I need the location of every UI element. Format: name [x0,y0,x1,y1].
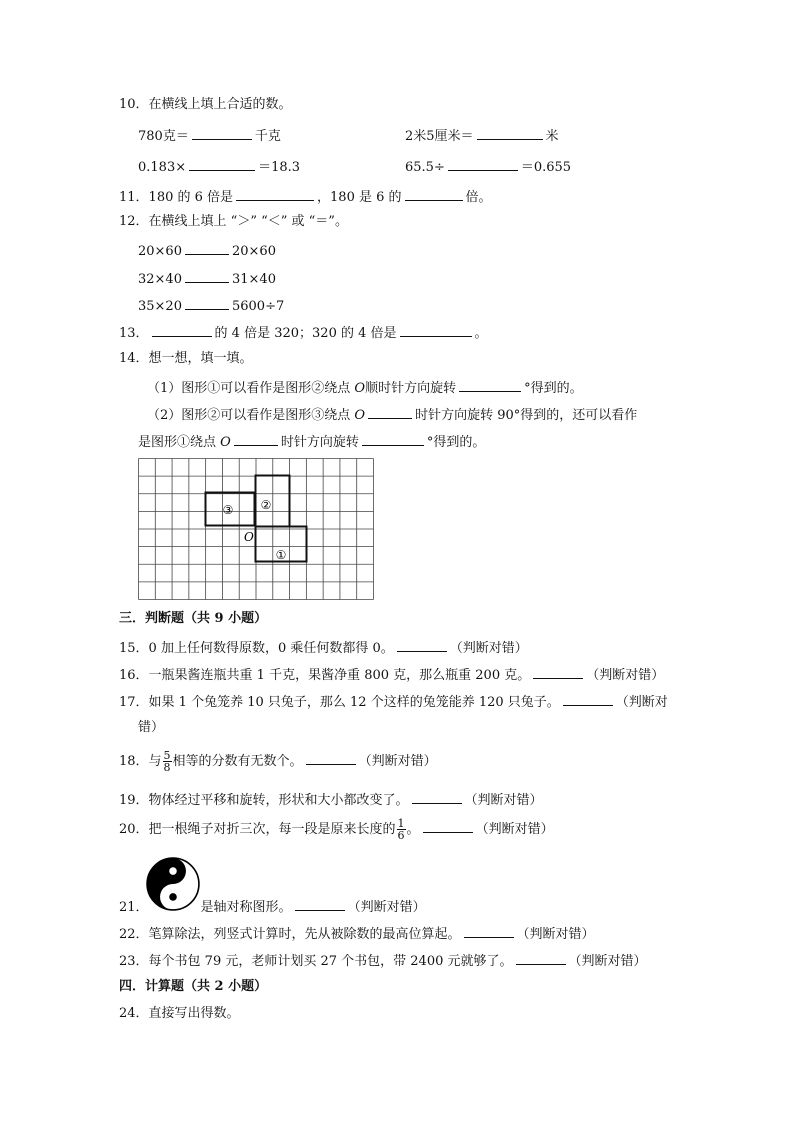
answer-blank[interactable] [516,952,566,965]
label-shape-2: ② [260,498,272,512]
label-shape-1: ① [275,548,287,562]
label-shape-3: ③ [222,503,234,517]
q17: 17．如果 1 个兔笼养 10 只兔子，那么 12 个这样的兔笼能养 120 只兔子。 （判断对 [119,695,668,710]
rotation-grid-figure [138,458,374,604]
answer-blank[interactable] [448,158,518,171]
q12-row-3: 35×20 5600÷7 [138,299,285,314]
q12-row-1: 20×60 20×60 [138,244,276,259]
q12-stem: 12．在横线上填上 “＞” “＜” 或 “＝”。 [119,214,348,229]
answer-blank[interactable] [189,158,255,171]
q15: 15．0 加上任何数得原数，0 乘任何数都得 0。 （判断对错） [119,641,528,656]
q23: 23．每个书包 79 元，老师计划买 27 个书包，带 2400 元就够了。 （判断对错） [119,954,647,969]
fraction-1-6: $\frac{1}{6}$ [397,817,405,842]
answer-blank[interactable] [405,188,463,201]
answer-blank[interactable] [152,324,212,337]
q21: 21． 是轴对称图形。 （判断对错） [119,900,426,915]
answer-blank[interactable] [185,242,229,255]
answer-blank[interactable] [464,925,514,938]
label-point-o: O [244,530,254,544]
q22: 22．笔算除法，列竖式计算时，先从被除数的最高位算起。 （判断对错） [119,927,595,942]
q14-sub-2-cont: 是图形①绕点 O 时针方向旋转 °得到的。 [138,435,486,450]
answer-blank[interactable] [477,127,543,140]
q16: 16．一瓶果酱连瓶共重 1 千克，果酱净重 800 克，那么瓶重 200 克。 （判断对错） [119,668,665,683]
q11: 11．180 的 6 倍是 ，180 是 6 的 倍。 [119,190,492,205]
q10-item-3: 0.183× ＝18.3 [138,160,301,175]
q10-item-2: 2米5厘米＝ 米 [405,129,559,144]
q18: 18．与 $\frac{5}{8}$ 相等的分数有无数个。 （判断对错） [119,749,437,774]
answer-blank[interactable] [412,791,462,804]
q14-stem: 14．想一想，填一填。 [119,351,253,366]
answer-blank[interactable] [563,693,613,706]
answer-blank[interactable] [185,297,229,310]
answer-blank[interactable] [295,898,345,911]
section-4-title: 四．计算题（共 2 小题） [119,979,268,994]
answer-blank[interactable] [236,188,314,201]
q10-item-1: 780克＝ 千克 [138,129,281,144]
q19: 19．物体经过平移和旋转，形状和大小都改变了。 （判断对错） [119,793,543,808]
q10-item-4: 65.5÷ ＝0.655 [405,160,572,175]
answer-blank[interactable] [306,752,356,765]
answer-blank[interactable] [234,433,278,446]
answer-blank[interactable] [400,324,472,337]
q17-wrap: 错） [138,720,165,735]
answer-blank[interactable] [185,270,229,283]
answer-blank[interactable] [423,820,473,833]
q13: 13． 的 4 倍是 320；320 的 4 倍是 。 [119,326,488,341]
q10-stem: 10．在横线上填上合适的数。 [119,97,292,112]
q24: 24．直接写出得数。 [119,1006,240,1021]
answer-blank[interactable] [192,127,252,140]
section-3-title: 三．判断题（共 9 小题） [119,611,268,626]
answer-blank[interactable] [368,406,412,419]
fraction-5-8: $\frac{5}{8}$ [163,749,171,774]
answer-blank[interactable] [397,639,447,652]
answer-blank[interactable] [362,433,424,446]
answer-blank[interactable] [459,379,521,392]
q12-row-2: 32×40 31×40 [138,272,276,287]
q14-sub-1: （1）图形①可以看作是图形②绕点 O顺时针方向旋转 °得到的。 [147,381,583,396]
answer-blank[interactable] [533,666,583,679]
q20: 20．把一根绳子对折三次，每一段是原来长度的 $\frac{1}{6}$ 。 （判断对错） [119,817,554,842]
q14-sub-2: （2）图形②可以看作是图形③绕点 O 时针方向旋转 90°得到的，还可以看作 [147,408,638,423]
